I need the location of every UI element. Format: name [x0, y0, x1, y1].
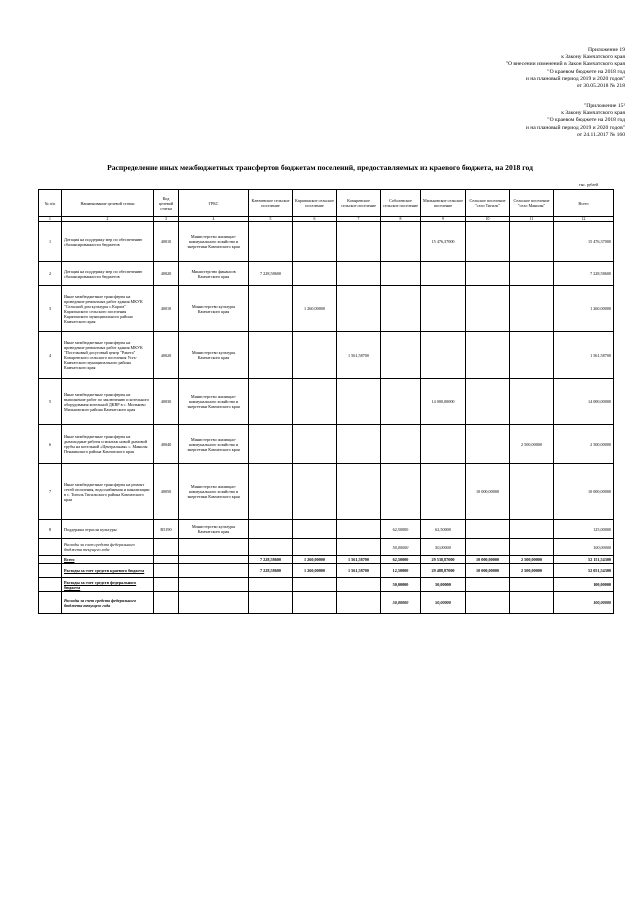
- column-number: 1: [39, 217, 62, 222]
- value-cell: 1 561,58700: [337, 556, 381, 564]
- column-number: 12: [554, 217, 614, 222]
- row-number: 2: [39, 262, 62, 286]
- column-number: 4: [179, 217, 249, 222]
- value-cell: [466, 286, 510, 332]
- row-name: Дотация на поддержку мер по обеспечению сбалансированности бюджетов: [62, 222, 154, 262]
- value-cell: [249, 520, 293, 539]
- value-cell: [510, 262, 554, 286]
- value-cell: 10 000,00000: [466, 564, 510, 578]
- row-grbs: Министерство жилищно-коммунального хозяйства и энергетики Камчатского края: [179, 379, 249, 425]
- value-cell: [337, 379, 381, 425]
- value-cell: [293, 425, 337, 464]
- value-cell: 29 538,87000: [421, 556, 466, 564]
- table-row: [39, 520, 614, 539]
- value-cell: 50,00000: [421, 539, 466, 556]
- value-cell: [466, 425, 510, 464]
- value-cell: 10 000,00000: [466, 464, 510, 520]
- header-cell: Всего: [554, 190, 614, 217]
- value-cell: [249, 286, 293, 332]
- regional-label: Расходы за счет средств краевого бюджета: [62, 564, 154, 578]
- value-cell: [293, 464, 337, 520]
- total-cell: 7 228,58600: [554, 262, 614, 286]
- units-label: тыс. рублей: [579, 183, 598, 187]
- header-cell: Код целевой статьи: [154, 190, 179, 217]
- header-line: к Закону Камчатского края: [561, 54, 625, 61]
- header-line: от 30.05.2018 № 218: [576, 83, 625, 90]
- value-cell: [510, 464, 554, 520]
- total-cell: 52 051,54300: [554, 564, 614, 578]
- value-cell: 15 476,37000: [421, 222, 466, 262]
- document-title: Распределение иных межбюджетных трансфертов бюджетам поселений, предоставляемых из краевого бюджета, на 2018 год: [107, 163, 533, 172]
- row-grbs: Министерство культуры Камчатского края: [179, 520, 249, 539]
- row-number: 8: [39, 520, 62, 539]
- federal-current-label: Расходы за счет средств федерального бюджета текущего года: [62, 592, 154, 614]
- row-code: 40040: [154, 425, 179, 464]
- header-line: к Закону Камчатского края: [561, 110, 625, 117]
- row-code: 40030: [154, 379, 179, 425]
- row-code: 40050: [154, 464, 179, 520]
- table-row: [39, 464, 614, 520]
- value-cell: [421, 425, 466, 464]
- total-cell: 10 000,00000: [554, 464, 614, 520]
- value-cell: [466, 222, 510, 262]
- header-line: "О внесении изменений в Закон Камчатского края: [505, 61, 625, 68]
- value-cell: 7 228,58600: [249, 556, 293, 564]
- value-cell: [337, 425, 381, 464]
- row-number: 1: [39, 222, 62, 262]
- row-name: Иные межбюджетные трансферты на проведение ремонтных работ здания МКУК "Поселковый досуговый центр "Ракета" Козыревского сельского поселения Усть-Камчатского муниципального района Камчатского края: [62, 332, 154, 379]
- value-cell: 10 000,00000: [466, 556, 510, 564]
- row-number: 6: [39, 425, 62, 464]
- header-cell: Соболевское сельское поселение: [381, 190, 421, 217]
- value-cell: 50,00000: [381, 578, 421, 592]
- value-cell: [466, 332, 510, 379]
- total-cell: 1 260,00000: [554, 286, 614, 332]
- value-cell: [466, 520, 510, 539]
- row-name: Иные межбюджетные трансферты на дымоходные работы и монтаж новой дымовой трубы на котельной «Центральная» с. Манилы Пенжинского района Камчатского края: [62, 425, 154, 464]
- value-cell: 62,50000: [381, 556, 421, 564]
- header-cell: ГРБС: [179, 190, 249, 217]
- row-code: 40010: [154, 286, 179, 332]
- total-cell: 100,00000: [554, 578, 614, 592]
- header-line: "О краевом бюджете на 2018 год: [547, 117, 625, 124]
- column-number: 11: [510, 217, 554, 222]
- value-cell: [421, 262, 466, 286]
- value-cell: [249, 332, 293, 379]
- value-cell: [421, 286, 466, 332]
- header-line: от 24.11.2017 № 160: [576, 131, 625, 138]
- value-cell: [293, 222, 337, 262]
- value-cell: 2 500,00000: [510, 425, 554, 464]
- row-number: 7: [39, 464, 62, 520]
- value-cell: 1 260,00000: [293, 556, 337, 564]
- row-grbs: Министерство жилищно-коммунального хозяйства и энергетики Камчатского края: [179, 425, 249, 464]
- value-cell: [381, 464, 421, 520]
- table-row: [39, 379, 614, 425]
- value-cell: [293, 379, 337, 425]
- header-cell: № п/п: [39, 190, 62, 217]
- value-cell: 2 500,00000: [510, 564, 554, 578]
- regional-budget-row: [39, 564, 614, 578]
- column-number: 7: [337, 217, 381, 222]
- value-cell: [381, 379, 421, 425]
- row-code: 40010: [154, 222, 179, 262]
- value-cell: 50,00000: [421, 592, 466, 614]
- table-header-row: [39, 190, 614, 217]
- value-cell: 12,50000: [381, 564, 421, 578]
- header-line: "Приложение 15²: [584, 103, 625, 109]
- value-cell: [421, 332, 466, 379]
- value-cell: [510, 222, 554, 262]
- row-name: Иные межбюджетные трансферты на проведение ремонтных работ здания МКУК "Сельский дом культуры с.Карага" Карагинского сельского поселения Карагинского муниципального района Камчатского края: [62, 286, 154, 332]
- total-cell: 52 151,54300: [554, 556, 614, 564]
- original-appendix-header: [526, 103, 625, 139]
- value-cell: [381, 332, 421, 379]
- value-cell: [249, 425, 293, 464]
- value-cell: [337, 286, 381, 332]
- value-cell: [510, 379, 554, 425]
- value-cell: [293, 520, 337, 539]
- value-cell: [293, 262, 337, 286]
- header-cell: Козыревское сельское поселение: [337, 190, 381, 217]
- value-cell: [381, 262, 421, 286]
- row-code: 40020: [154, 262, 179, 286]
- value-cell: [381, 425, 421, 464]
- row-number: 3: [39, 286, 62, 332]
- total-cell: 15 476,37000: [554, 222, 614, 262]
- totals-label: Всего: [62, 556, 154, 564]
- column-number: 9: [421, 217, 466, 222]
- header-line: и на плановый период 2019 и 2020 годов": [525, 75, 625, 82]
- row-number: 4: [39, 332, 62, 379]
- value-cell: 1 561,58700: [337, 564, 381, 578]
- value-cell: [337, 520, 381, 539]
- header-line: "О краевом бюджете на 2018 год: [547, 68, 625, 75]
- total-cell: 100,00000: [554, 539, 614, 556]
- row-name: Дотация на поддержку мер по обеспечению сбалансированности бюджетов: [62, 262, 154, 286]
- value-cell: 62,50000: [381, 520, 421, 539]
- row-name: Иные межбюджетные трансферты на ремонт сетей отопления, водоснабжения и канализации в с. Тигиль Тигильского района Камчатского края: [62, 464, 154, 520]
- row-name: Расходы за счет средств федерального бюджета текущего года: [62, 539, 154, 556]
- value-cell: [381, 222, 421, 262]
- header-line: Приложение 19: [587, 47, 625, 53]
- table-row: [39, 262, 614, 286]
- total-cell: 2 500,00000: [554, 425, 614, 464]
- column-number: 2: [62, 217, 154, 222]
- row-name: Иные межбюджетные трансферты на выполнение работ по заключению и котельного оборудования котельной ДКВР в с. Мильково Мильковского района Камчатского края: [62, 379, 154, 425]
- total-cell: 125,00000: [554, 520, 614, 539]
- value-cell: 1 260,00000: [293, 564, 337, 578]
- row-grbs: Министерство культуры Камчатского края: [179, 286, 249, 332]
- row-grbs: Министерство культуры Камчатского края: [179, 332, 249, 379]
- value-cell: [249, 379, 293, 425]
- header-cell: Сельское поселение "село Манилы": [510, 190, 554, 217]
- row-grbs: Министерство жилищно-коммунального хозяйства и энергетики Камчатского края: [179, 464, 249, 520]
- row-number: 5: [39, 379, 62, 425]
- header-cell: Наименование целевой статьи: [62, 190, 154, 217]
- value-cell: [249, 222, 293, 262]
- table-row: [39, 425, 614, 464]
- row-grbs: Министерство жилищно-коммунального хозяйства и энергетики Камчатского края: [179, 222, 249, 262]
- value-cell: [381, 286, 421, 332]
- value-cell: [421, 464, 466, 520]
- column-number: 5: [249, 217, 293, 222]
- federal-budget-row: [39, 578, 614, 592]
- federal-current-year-row: [39, 592, 614, 614]
- value-cell: [466, 262, 510, 286]
- table-row: [39, 286, 614, 332]
- value-cell: [337, 222, 381, 262]
- header-cell: Карагинское сельское поселение: [293, 190, 337, 217]
- table-row: [39, 222, 614, 262]
- value-cell: 14 000,00000: [421, 379, 466, 425]
- value-cell: [510, 332, 554, 379]
- value-cell: 1 561,58700: [337, 332, 381, 379]
- federal-label: Расходы за счет средств федерального бюджета: [62, 578, 154, 592]
- header-cell: Ключевское сельское поселение: [249, 190, 293, 217]
- value-cell: 50,00000: [421, 578, 466, 592]
- column-number: 6: [293, 217, 337, 222]
- row-name: Поддержка отрасли культуры: [62, 520, 154, 539]
- value-cell: 29 488,87000: [421, 564, 466, 578]
- value-cell: 7 228,58600: [249, 564, 293, 578]
- transfers-table: [38, 189, 614, 614]
- value-cell: 2 500,00000: [510, 556, 554, 564]
- value-cell: 62,50000: [421, 520, 466, 539]
- value-cell: [466, 379, 510, 425]
- table-row: [39, 332, 614, 379]
- header-cell: Мильковское сельское поселение: [421, 190, 466, 217]
- header-line: и на плановый период 2019 и 2020 годов": [525, 124, 625, 131]
- value-cell: [337, 464, 381, 520]
- table-row: [39, 539, 614, 556]
- column-number: 3: [154, 217, 179, 222]
- appendix-header: [506, 47, 625, 90]
- value-cell: 7 228,58600: [249, 262, 293, 286]
- value-cell: [510, 520, 554, 539]
- row-code: 40020: [154, 332, 179, 379]
- value-cell: [337, 262, 381, 286]
- row-code: R5190: [154, 520, 179, 539]
- column-number: 10: [466, 217, 510, 222]
- header-cell: Сельское поселение "село Тигиль": [466, 190, 510, 217]
- total-cell: 14 000,00000: [554, 379, 614, 425]
- value-cell: 50,00000: [381, 539, 421, 556]
- value-cell: 50,00000: [381, 592, 421, 614]
- value-cell: 1 260,00000: [293, 286, 337, 332]
- value-cell: [510, 286, 554, 332]
- row-grbs: Министерство финансов Камчатского края: [179, 262, 249, 286]
- column-number: 8: [381, 217, 421, 222]
- value-cell: [293, 332, 337, 379]
- totals-row: [39, 556, 614, 564]
- total-cell: 1 561,58700: [554, 332, 614, 379]
- value-cell: [249, 464, 293, 520]
- total-cell: 100,00000: [554, 592, 614, 614]
